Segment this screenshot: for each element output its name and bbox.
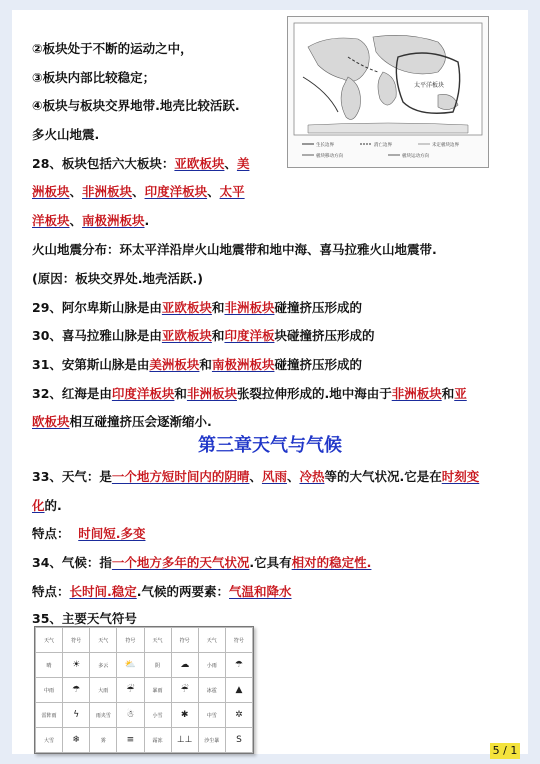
weather-name: 阴 [144,653,171,678]
feature1: 特点： 时间短.多变 [32,526,146,541]
partly-cloudy-icon: ⛅ [117,653,144,678]
volcano-line2: (原因：板块交界处.地壳活跃.) [32,271,203,286]
q32-line2: 欧板块相互碰撞挤压会逐渐缩小. [32,414,212,429]
light-rain-icon: ☂ [225,653,252,678]
document-page [12,10,528,757]
q30: 30、喜马拉雅山脉是由亚欧板块和印度洋板块碰撞挤压形成的 [32,328,375,343]
answer-antarctic: 南极洲板块 [82,213,145,228]
weather-name: 雾 [90,728,117,753]
answer-pacific-part2: 洋板块 [32,213,70,228]
answer-american-part1: 美 [236,156,250,171]
table-header-cell: 天气 [36,628,63,653]
weather-symbol-table [34,626,254,754]
moderate-rain-icon: ☂ [63,678,90,703]
weather-name: 雷阵雨 [36,703,63,728]
weather-name: 霜冻 [144,728,171,753]
weather-name: 暴雨 [144,678,171,703]
weather-name: 中雪 [198,703,225,728]
weather-name: 晴 [36,653,63,678]
map-legend-item: 板块移动方向 [316,154,343,159]
heavy-snow-icon: ❄ [63,728,90,753]
point-2: ②板块处于不断的运动之中， [32,41,193,56]
weather-name: 小雨 [198,653,225,678]
q35: 35、主要天气符号 [32,611,137,626]
overcast-icon: ☁ [171,653,198,678]
answer-indian: 印度洋板块 [144,184,208,199]
q33-line1: 33、天气：是一个地方短时间内的阴晴、风雨、冷热等的大气状况.它是在时刻变 [32,469,480,484]
q29: 29、阿尔卑斯山脉是由亚欧板块和非洲板块碰撞挤压形成的 [32,300,362,315]
weather-name: 大雪 [36,728,63,753]
thunderstorm-icon: ϟ [63,703,90,728]
volcano-line1: 火山地震分布：环太平洋沿岸火山地震带和地中海、喜马拉雅火山地震带. [32,242,437,257]
map-legend-item: 消亡边界 [374,143,392,148]
point-4: ④板块与板块交界地带.地壳比较活跃. [32,98,240,113]
q33-line2: 化的. [32,498,62,513]
moderate-snow-icon: ✲ [225,703,252,728]
weather-name: 雨夹雪 [90,703,117,728]
weather-name: 冰雹 [198,678,225,703]
table-header-cell: 天气 [198,628,225,653]
answer-eurasian: 亚欧板块 [174,156,225,171]
sunny-icon: ☀ [63,653,90,678]
weather-name: 中雨 [36,678,63,703]
map-legend-item: 生长边界 [316,143,334,148]
answer-pacific-part1: 太平 [219,184,245,199]
weather-name: 沙尘暴 [198,728,225,753]
plate-map-figure [287,16,489,168]
table-header-cell: 符号 [225,628,252,653]
table-header-cell: 天气 [90,628,117,653]
world-plate-map [288,17,488,167]
weather-name: 多云 [90,653,117,678]
q34: 34、气候：指一个地方多年的天气状况.它具有相对的稳定性. [32,555,372,570]
q28-line1: 28、板块包括六大板块：亚欧板块、美 [32,156,250,171]
weather-name: 小雪 [144,703,171,728]
q28-line2: 洲板块、非洲板块、印度洋板块、太平 [32,184,245,199]
sleet-icon: ☃ [117,703,144,728]
page-number: 5 / 1 [490,743,520,759]
map-legend-item: 未定板块边界 [432,143,459,148]
point-3: ③板块内部比较稳定； [32,70,156,85]
table-header-cell: 符号 [117,628,144,653]
table-header-cell: 符号 [63,628,90,653]
map-pacific-label: 太平洋板块 [414,82,445,89]
answer-african: 非洲板块 [82,184,133,199]
hail-icon: ▲ [225,678,252,703]
fog-icon: ≡ [117,728,144,753]
q28-line3: 洋板块、南极洲板块. [32,213,150,228]
weather-name: 大雨 [90,678,117,703]
q31: 31、安第斯山脉是由美洲板块和南极洲板块碰撞挤压形成的 [32,357,362,372]
sandstorm-icon: S [225,728,252,753]
q32-line1: 32、红海是由印度洋板块和非洲板块张裂拉伸形成的.地中海由于非洲板块和亚 [32,386,467,401]
frost-icon: ⊥⊥ [171,728,198,753]
rainstorm-icon: ☔ [171,678,198,703]
feature2: 特点：长时间.稳定.气候的两要素：气温和降水 [32,584,292,599]
answer-american-part2: 洲板块 [32,184,70,199]
heavy-rain-icon: ☔ [117,678,144,703]
light-snow-icon: ✱ [171,703,198,728]
map-legend-item: 板块运动方向 [402,154,429,159]
point-4-cont: 多火山地震. [32,127,100,142]
table-header-cell: 天气 [144,628,171,653]
chapter-title: 第三章天气与气候 [198,435,342,456]
table-header-cell: 符号 [171,628,198,653]
